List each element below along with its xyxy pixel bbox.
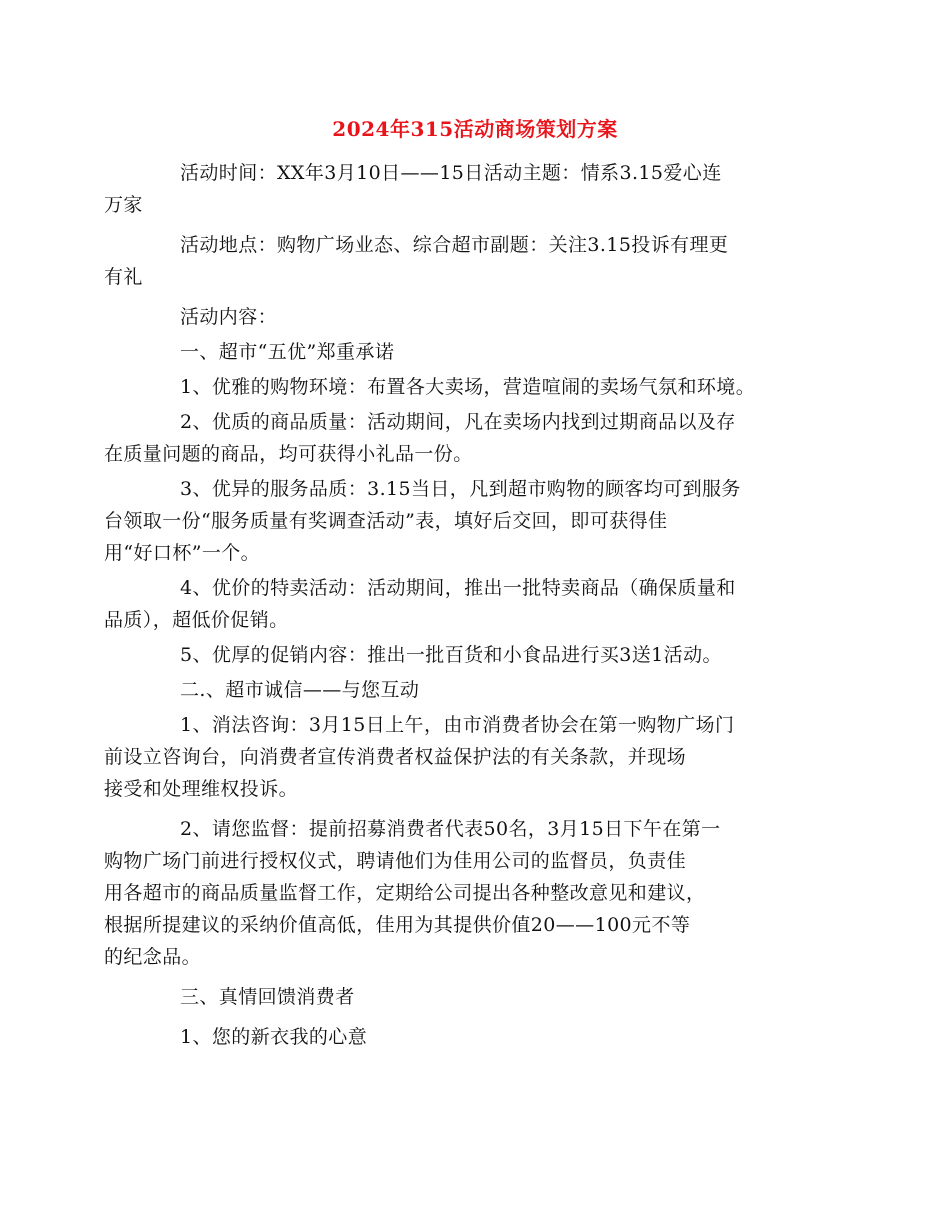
text-line: 用“好口杯”一个。 (104, 542, 261, 564)
text-line: 1、消法咨询：3月15日上午，由市消费者协会在第一购物广场门 (180, 714, 735, 736)
text-line: 1、您的新衣我的心意 (180, 1026, 368, 1048)
text-line: 购物广场门前进行授权仪式，聘请他们为佳用公司的监督员，负责佳 (104, 850, 687, 872)
text-line: 二.、超市诚信——与您互动 (180, 679, 420, 701)
document-title: 2024年315活动商场策划方案 (332, 117, 618, 141)
paragraph-time-theme (104, 157, 822, 221)
text-line: 台领取一份“服务质量有奖调查活动”表，填好后交回，即可获得佳 (104, 510, 668, 532)
text-line: 根据所提建议的采纳价值高低，佳用为其提供价值20——100元不等 (104, 914, 691, 936)
text-line: 有礼 (104, 266, 143, 288)
text-line: 接受和处理维权投诉。 (104, 778, 299, 800)
text-line: 万家 (104, 194, 143, 216)
list-item-1 (142, 371, 822, 403)
list-item-5 (142, 639, 822, 671)
section-heading-one (142, 336, 822, 368)
text-line: 活动地点：购物广场业态、综合超市副题：关注3.15投诉有理更 (180, 234, 729, 256)
list-item-new-clothes (142, 1021, 822, 1053)
text-line: 三、真情回馈消费者 (180, 986, 355, 1008)
text-line: 4、优价的特卖活动：活动期间，推出一批特卖商品（确保质量和 (180, 577, 736, 599)
text-line: 前设立咨询台，向消费者宣传消费者权益保护法的有关条款，并现场 (104, 746, 687, 768)
list-item-2 (104, 406, 822, 470)
list-item-consult (104, 709, 822, 805)
text-line: 用各超市的商品质量监督工作，定期给公司提出各种整改意见和建议， (104, 882, 706, 904)
section-heading-three (142, 981, 822, 1013)
text-line: 一、超市“五优”郑重承诺 (180, 341, 395, 363)
section-heading-two (142, 674, 822, 706)
text-line: 活动内容： (180, 306, 278, 328)
text-line: 在质量问题的商品，均可获得小礼品一份。 (104, 443, 473, 465)
text-line: 品质），超低价促销。 (104, 609, 289, 631)
text-line: 5、优厚的促销内容：推出一批百货和小食品进行买3送1活动。 (180, 644, 722, 666)
text-line: 的纪念品。 (104, 946, 202, 968)
list-item-4 (104, 572, 822, 636)
paragraph-location-subtitle (104, 229, 822, 293)
list-item-3 (104, 473, 822, 569)
text-line: 1、优雅的购物环境：布置各大卖场，营造喧闹的卖场气氛和环境。 (180, 376, 756, 398)
text-line: 2、优质的商品质量：活动期间，凡在卖场内找到过期商品以及存 (180, 411, 736, 433)
text-line: 活动时间：XX年3月10日——15日活动主题：情系3.15爱心连 (180, 162, 722, 184)
list-item-supervise (104, 813, 822, 973)
paragraph-content-heading (142, 301, 822, 333)
document-body (104, 157, 822, 1053)
text-line: 2、请您监督：提前招募消费者代表50名，3月15日下午在第一 (180, 818, 721, 840)
text-line: 3、优异的服务品质：3.15当日，凡到超市购物的顾客均可到服务 (180, 478, 741, 500)
